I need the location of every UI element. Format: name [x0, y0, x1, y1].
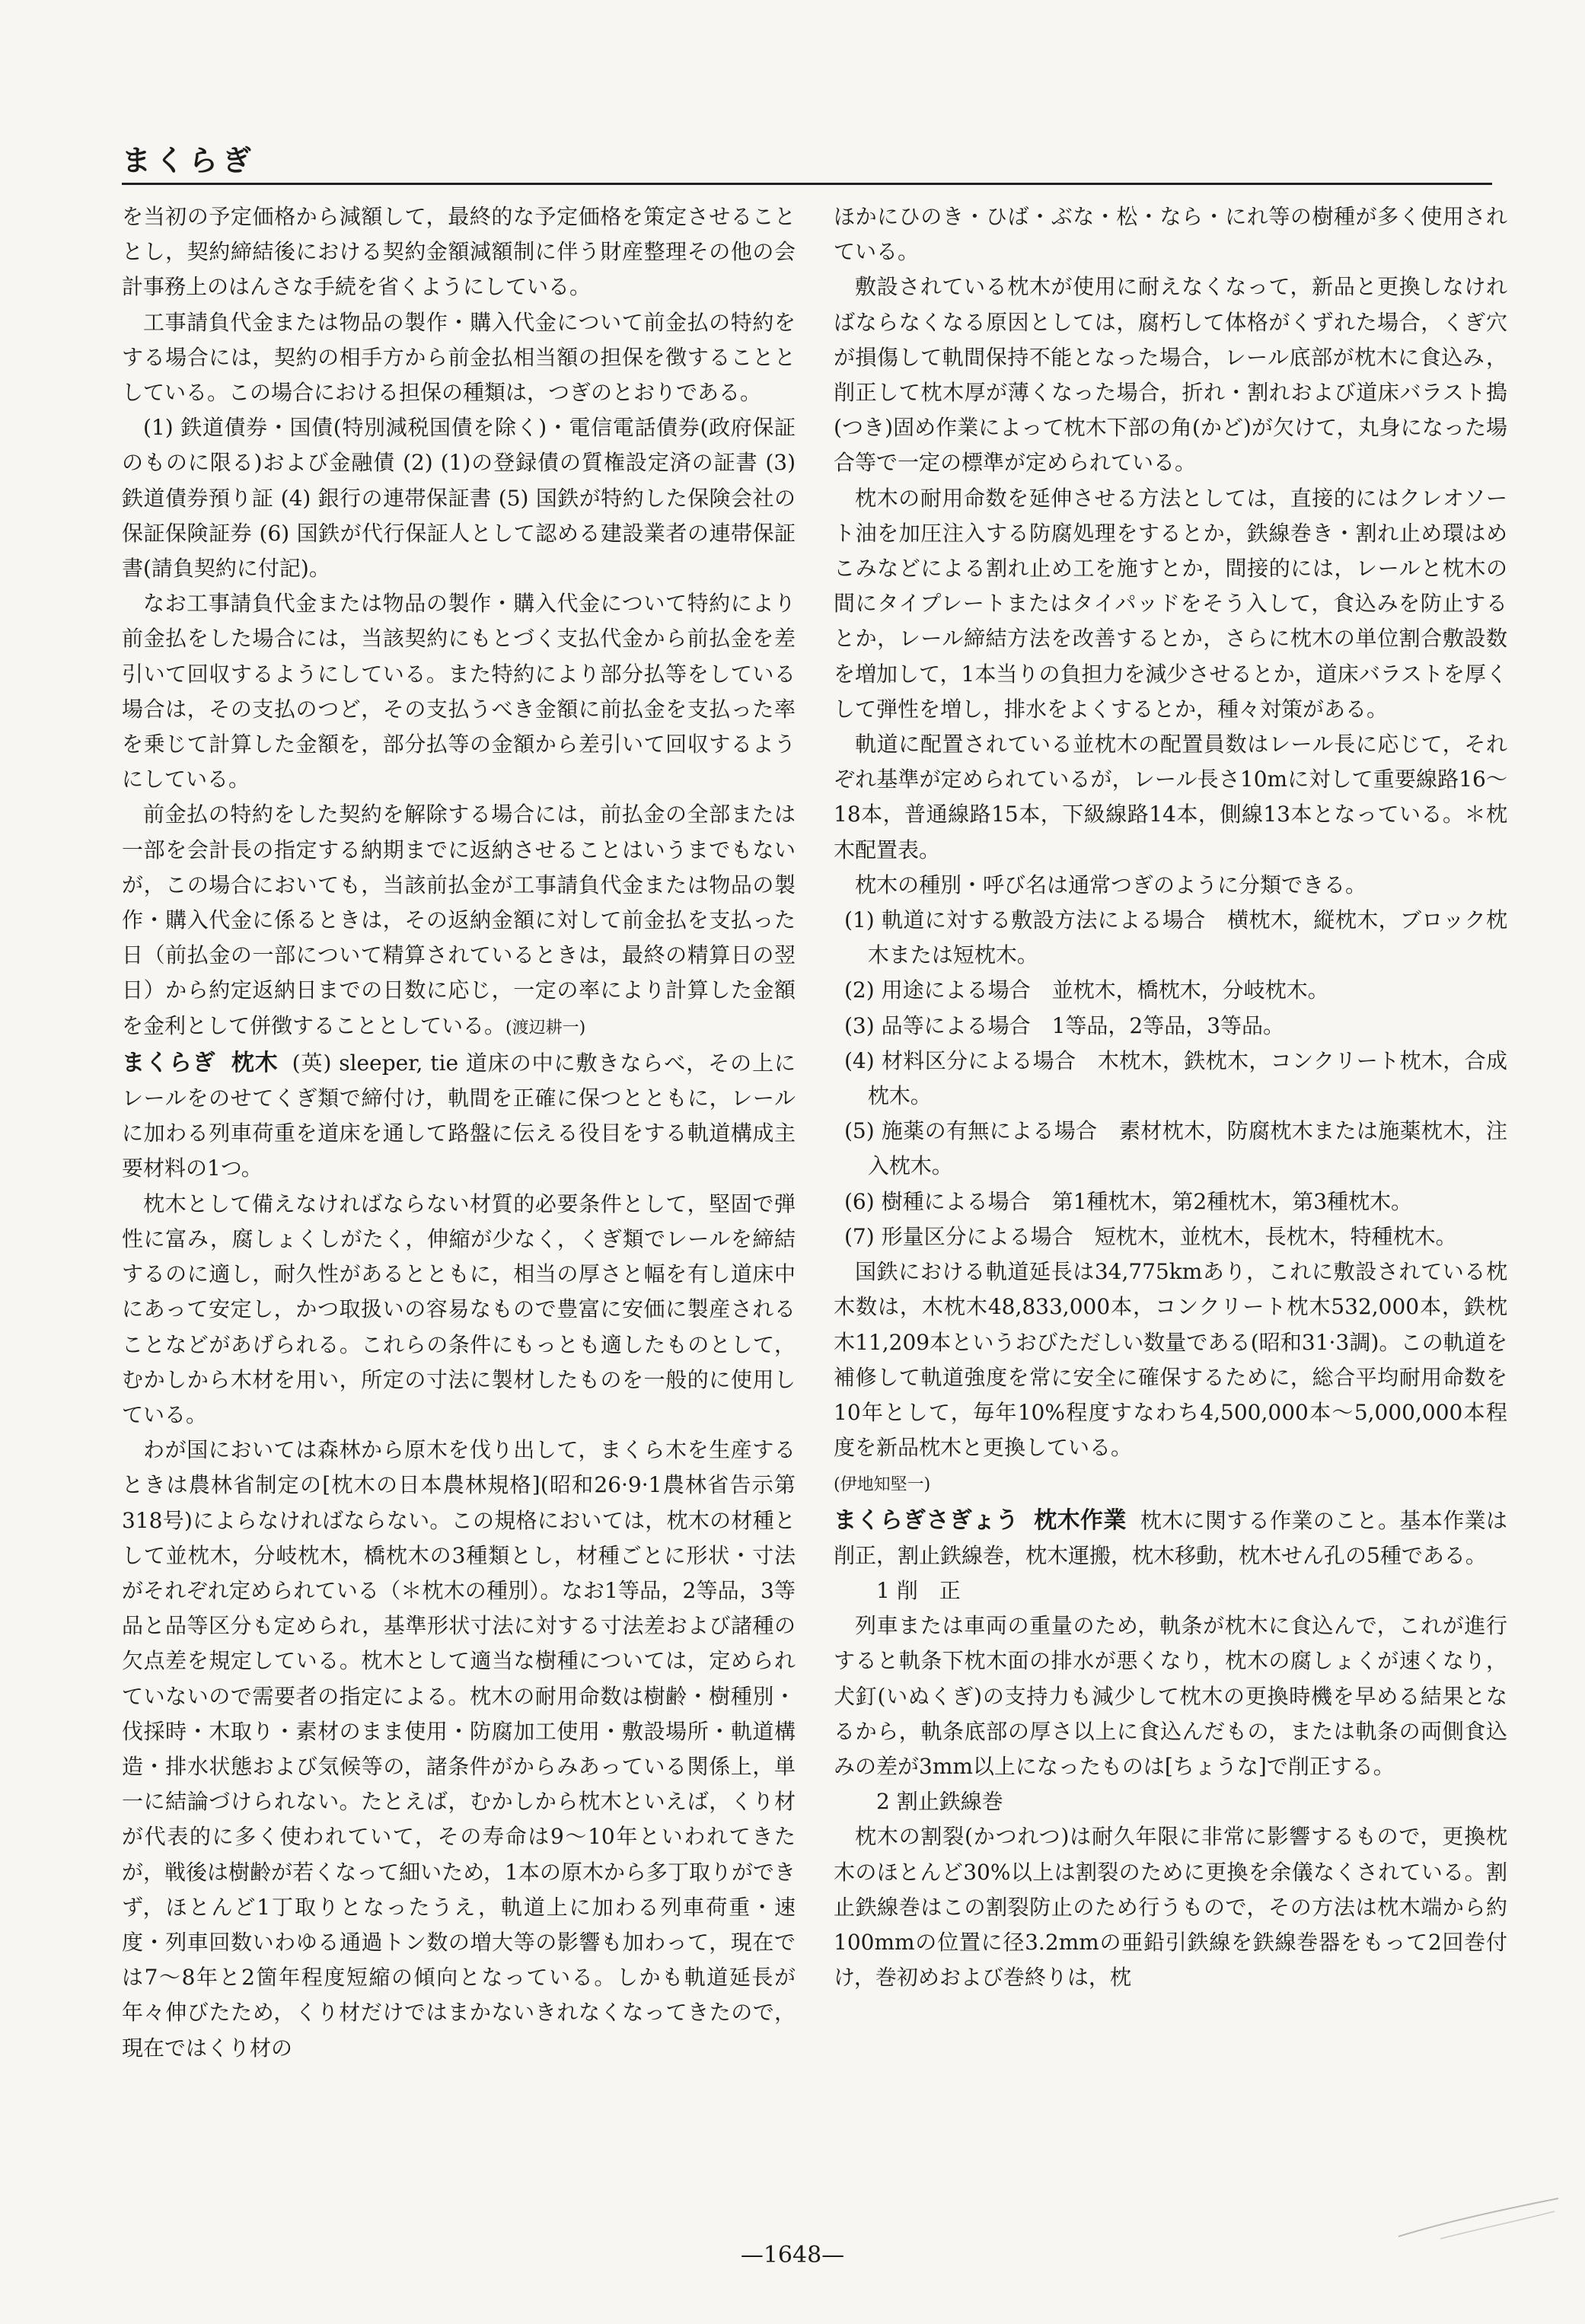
dictionary-entry: [122, 1046, 796, 1187]
paragraph: 国鉄における軌道延長は34,775kmあり，これに敷設されている枕木数は，木枕木48,833,000本，コンクリート枕木532,000本，鉄枕木11,209本というおびただしい数量である(昭和31·3調)。この軌道を補修して軌道強度を常に安全に確保するために，総合平均耐用命数を10年として，毎年10%程度すなわち4,500,000本～5,000,000本程度を新品枕木と更換している。: [834, 1259, 1507, 1461]
list-item: (2) 用途による場合 並枕木，橋枕木，分岐枕木。: [844, 977, 1329, 1003]
entry-body: 枕木に関する作業のこと。基本作業は削正，割止鉄線巻，枕木運搬，枕木移動，枕木せん孔の5種である。: [834, 1507, 1507, 1568]
list-item: (5) 施薬の有無による場合 素材枕木，防腐枕木または施薬枕木，注入枕木。: [844, 1118, 1507, 1179]
paragraph: を当初の予定価格から減額して，最終的な予定価格を策定させることとし，契約締結後における契約金額減額制に伴う財産整理その他の会計事務上のはんさな手続を省くようにしている。: [122, 204, 796, 300]
dictionary-entry: [834, 1503, 1507, 1573]
paragraph: 枕木の割裂(かつれつ)は耐久年限に非常に影響するもので，更換枕木のほとんど30%以上は割裂のために更換を余儀なくされている。割止鉄線巻はこの割裂防止のため行うもので，その方法は枕木端から約100mmの位置に径3.2mmの亜鉛引鉄線を鉄線巻器をもって2回巻付け，巻初めおよび巻終りは，枕: [834, 1824, 1507, 1991]
entry-term: 枕木作業: [1034, 1506, 1127, 1534]
entry-headword: まくらぎさぎょう: [834, 1506, 1019, 1534]
paragraph: 枕木の種別・呼び名は通常つぎのように分類できる。: [855, 872, 1367, 897]
section-heading: 1 削 正: [876, 1577, 961, 1603]
paragraph: 軌道に配置されている並枕木の配置員数はレール長に応じて，それぞれ基準が定められているが，レール長さ10mに対して重要線路16～18本，普通線路15本，下級線路14本，側線13本となっている。＊枕木配置表。: [834, 732, 1507, 862]
paragraph: わが国においては森林から原木を伐り出して，まくら木を生産するときは農林省制定の[枕木の日本農林規格](昭和26·9·1農林省告示第318号)によらなければならない。この規格においては，枕木の材種として並枕木，分岐枕木，橋枕木の3種類とし，材種ごとに形状・寸法がそれぞれ定められている（＊枕木の種別）。なお1等品，2等品，3等品と品等区分も定められ，基準形状寸法に対する寸法差および諸種の欠点差を規定している。枕木として適当な樹種については，定められていないので需要者の指定による。枕木の耐用命数は樹齢・樹種別・伐採時・木取り・素材のまま使用・防腐加工使用・敷設場所・軌道構造・排水状態および気候等の，諸条件がからみあっている関係上，単一に結論づけられない。たとえば，むかしから枕木といえば，くり材が代表的に多く使われていて，その寿命は9～10年といわれてきたが，戦後は樹齢が若くなって細いため，1本の原木から多丁取りができず，ほとんど1丁取りとなったうえ，軌道上に加わる列車荷重・速度・列車回数いわゆる通過トン数の増大等の影響も加わって，現在では7～8年と2箇年程度短縮の傾向となっている。しかも軌道延長が年々伸びたため，くり材だけではまかないきれなくなってきたので，現在ではくり材の: [122, 1437, 796, 2061]
paragraph: [122, 797, 796, 1045]
entry-headword: まくらぎ: [122, 1049, 216, 1076]
paragraph: 工事請負代金または物品の製作・購入代金について前金払の特約をする場合には，契約の相手方から前金払相当額の担保を徴することとしている。この場合における担保の種類は，つぎのとおりである。: [122, 309, 796, 406]
paragraph: ほかにひのき・ひば・ぶな・松・なら・にれ等の樹種が多く使用されている。: [834, 204, 1507, 265]
header-rule: [122, 183, 1492, 185]
paragraph: 敷設されている枕木が使用に耐えなくなって，新品と更換しなければならなくなる原因としては，腐朽して体格がくずれた場合，くぎ穴が損傷して軌間保持不能となった場合，レール底部が枕木に食込み，削正して枕木厚が薄くなった場合，折れ・割れおよび道床バラスト搗(つき)固め作業によって枕木下部の角(かど)が欠けて，丸身になった場合等で一定の標準が定められている。: [834, 274, 1507, 476]
paragraph: 枕木として備えなければならない材質的必要条件として，堅固で弾性に富み，腐しょくしがたく，伸縮が少なく，くぎ類でレールを締結するのに適し，耐久性があるとともに，相当の厚さと幅を有し道床中にあって安定し，かつ取扱いの容易なもので豊富に安価に製産されることなどがあげられる。これらの条件にもっとも適したものとして，むかしから木材を用い，所定の寸法に製材したものを一般的に使用している。: [122, 1191, 796, 1427]
page-number: —1648—: [740, 2242, 845, 2268]
author-credit: (渡辺耕一): [505, 1018, 586, 1038]
paragraph: なお工事請負代金または物品の製作・購入代金について特約により前金払をした場合には，当該契約にもとづく支払代金から前払金を差引いて回収するようにしている。また特約により部分払等をしている場合は，その支払のつど，その支払うべき金額に前払金を支払った率を乗じて計算した金額を，部分払等の金額から差引いて回収するようにしている。: [122, 591, 796, 792]
paragraph: 列車または車両の重量のため，軌条が枕木に食込んで，これが進行すると軌条下枕木面の排水が悪くなり，枕木の腐しょくが速くなり，犬釘(いぬくぎ)の支持力も減少して枕木の更換時機を早める結果となるから，軌条底部の厚さ以上に食込んだもの，または軌条の両側食込みの差が3mm以上になったものは[ちょうな]で削正する。: [834, 1613, 1507, 1779]
paragraph: 枕木の耐用命数を延伸させる方法としては，直接的にはクレオソート油を加圧注入する防腐処理をするとか，鉄線巻き・割れ止め環はめこみなどによる割れ止め工を施すとか，間接的には，レールと枕木の間にタイプレートまたはタイパッドをそう入して，食込みを防止するとか，レール締結方法を改善するとか，さらに枕木の単位割合敷設数を増加して，1本当りの負担力を減少させるとか，道床バラストを厚くして弾性を増し，排水をよくするとか，種々対策がある。: [834, 485, 1507, 722]
right-column: [834, 199, 1507, 1995]
paragraph: (1) 鉄道債券・国債(特別減税国債を除く)・電信電話債券(政府保証のものに限る)および金融債 (2) (1)の登録債の質権設定済の証書 (3) 鉄道債券預り証 (4) 銀行の連帯保証書 (5) 国鉄が特約した保険会社の保証保険証券 (6) 国鉄が代行保証人として認める建設業者の連帯保証書(請負契約に付記)。: [122, 415, 796, 582]
entry-body: (英) sleeper, tie 道床の中に敷きならべ，その上にレールをのせてくぎ類で締付け，軌間を正確に保つとともに，レールに加わる列車荷重を道床を通して路盤に伝える役目をする軌道構成主要材料の1つ。: [122, 1050, 796, 1181]
list-item: (1) 軌道に対する敷設方法による場合 横枕木，縦枕木，ブロック枕木または短枕木。: [844, 907, 1507, 968]
list-item: (3) 品等による場合 1等品，2等品，3等品。: [844, 1012, 1285, 1038]
page-header-title: まくらぎ: [122, 144, 257, 177]
entry-term: 枕木: [231, 1049, 279, 1076]
paragraph-text: 前金払の特約をした契約を解除する場合には，前払金の全部または一部を会計長の指定する納期までに返納させることはいうまでもないが，この場合においても，当該前払金が工事請負代金または物品の製作・購入代金に係るときは，その返納金額に対して前金払を支払った日（前払金の一部について精算されているときは，最終の精算日の翌日）から約定返納日までの日数に応じ，一定の率により計算した金額を金利として併徴することとしている。: [122, 802, 796, 1038]
list-item: (4) 材料区分による場合 木枕木，鉄枕木，コンクリート枕木，合成枕木。: [844, 1047, 1507, 1109]
left-column: [122, 199, 796, 2066]
scan-mark: [1395, 2195, 1562, 2240]
author-credit: (伊地知堅一): [834, 1475, 931, 1495]
list-item: (7) 形量区分による場合 短枕木，並枕木，長枕木，特種枕木。: [844, 1223, 1457, 1249]
section-heading: 2 割止鉄線巻: [876, 1789, 1003, 1815]
list-item: (6) 樹種による場合 第1種枕木，第2種枕木，第3種枕木。: [844, 1188, 1413, 1214]
